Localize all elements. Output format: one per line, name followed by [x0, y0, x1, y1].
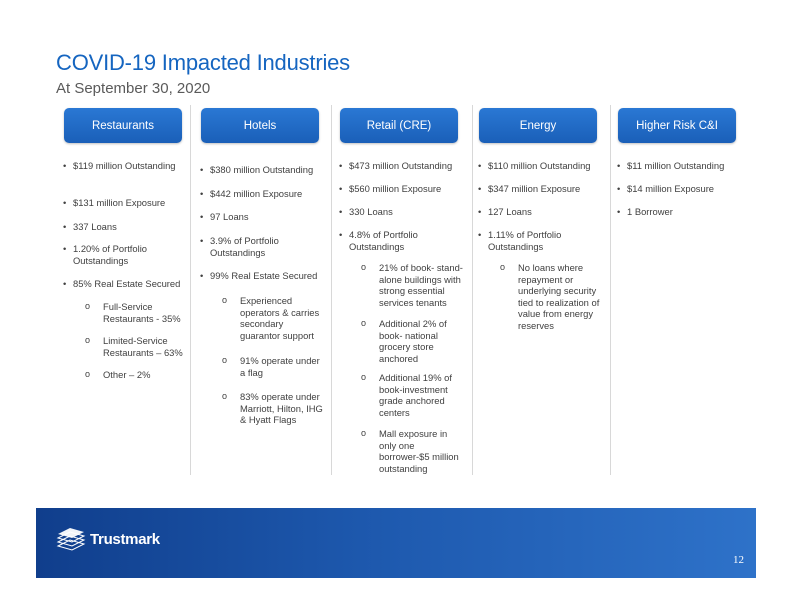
list-item: • 1.20% of Portfolio Outstandings — [63, 243, 148, 266]
list-item: • 99% Real Estate Secured — [200, 270, 318, 281]
sub-list-item: o Additional 19% of book-investment grade anchored centers — [361, 372, 452, 418]
list-item: • $560 million Exposure — [339, 183, 442, 194]
sub-list-item: o Full-Service Restaurants - 35% — [85, 301, 181, 324]
column-header: Higher Risk C&I — [618, 108, 736, 143]
column-divider — [331, 105, 332, 475]
column-divider — [472, 105, 473, 475]
list-item: • $14 million Exposure — [617, 183, 715, 194]
column-restaurants — [63, 108, 183, 380]
sub-list-item: o Other – 2% — [85, 369, 151, 380]
list-item: • 85% Real Estate Secured — [63, 278, 181, 289]
list-item: • $131 million Exposure — [63, 197, 166, 208]
list-item: • 127 Loans — [478, 206, 532, 217]
sub-list-item: o Additional 2% of book- national grocery store anchored — [361, 318, 447, 364]
list-item: • $380 million Outstanding — [200, 164, 314, 175]
slide-title: COVID-19 Impacted Industries — [56, 50, 350, 75]
trustmark-logo — [56, 526, 160, 552]
column-higher-risk-ci — [617, 108, 737, 217]
logo-text: Trustmark — [90, 530, 160, 548]
list-item: • 330 Loans — [339, 206, 393, 217]
list-item: • 4.8% of Portfolio Outstandings — [339, 229, 418, 252]
sub-list-item: o Mall exposure in only one borrower-$5 million outstanding — [361, 428, 459, 474]
column-header: Restaurants — [64, 108, 182, 143]
list-item: • 97 Loans — [200, 211, 249, 222]
list-item: • 1 Borrower — [617, 206, 673, 217]
slide-subtitle: At September 30, 2020 — [56, 80, 211, 97]
list-item: • $11 million Outstanding — [617, 160, 725, 171]
list-item: • $110 million Outstanding — [478, 160, 591, 171]
column-header: Retail (CRE) — [340, 108, 458, 143]
column-header: Hotels — [201, 108, 319, 143]
list-item: • 337 Loans — [63, 221, 117, 232]
list-item: • $473 million Outstanding — [339, 160, 453, 171]
column-retail-cre — [339, 108, 463, 474]
sub-list-item: o 21% of book- stand-alone buildings with strong essential services tenants — [361, 262, 463, 308]
list-item: • 3.9% of Portfolio Outstandings — [200, 235, 279, 258]
list-item: • 1.11% of Portfolio Outstandings — [478, 229, 562, 252]
sub-list-item: o Limited-Service Restaurants – 63% — [85, 335, 183, 358]
page-number: 12 — [733, 554, 744, 566]
sub-list-item: o 91% operate under a flag — [222, 355, 320, 378]
sub-list-item: o 83% operate under Marriott, Hilton, IHG & Hyatt Flags — [222, 391, 323, 425]
sub-list-item: o No loans where repayment or underlying security tied to realization of value from energy reserves — [500, 262, 600, 331]
trustmark-logo-icon — [56, 526, 86, 552]
list-item: • $442 million Exposure — [200, 188, 303, 199]
column-divider — [610, 105, 611, 475]
column-energy — [478, 108, 600, 331]
column-header: Energy — [479, 108, 597, 143]
list-item: • $347 million Exposure — [478, 183, 581, 194]
footer-banner — [36, 508, 756, 578]
column-divider — [190, 105, 191, 475]
sub-list-item: o Experienced operators & carries secondary guarantor support — [222, 295, 320, 341]
list-item: • $119 million Outstanding — [63, 160, 176, 171]
column-hotels — [200, 108, 323, 425]
